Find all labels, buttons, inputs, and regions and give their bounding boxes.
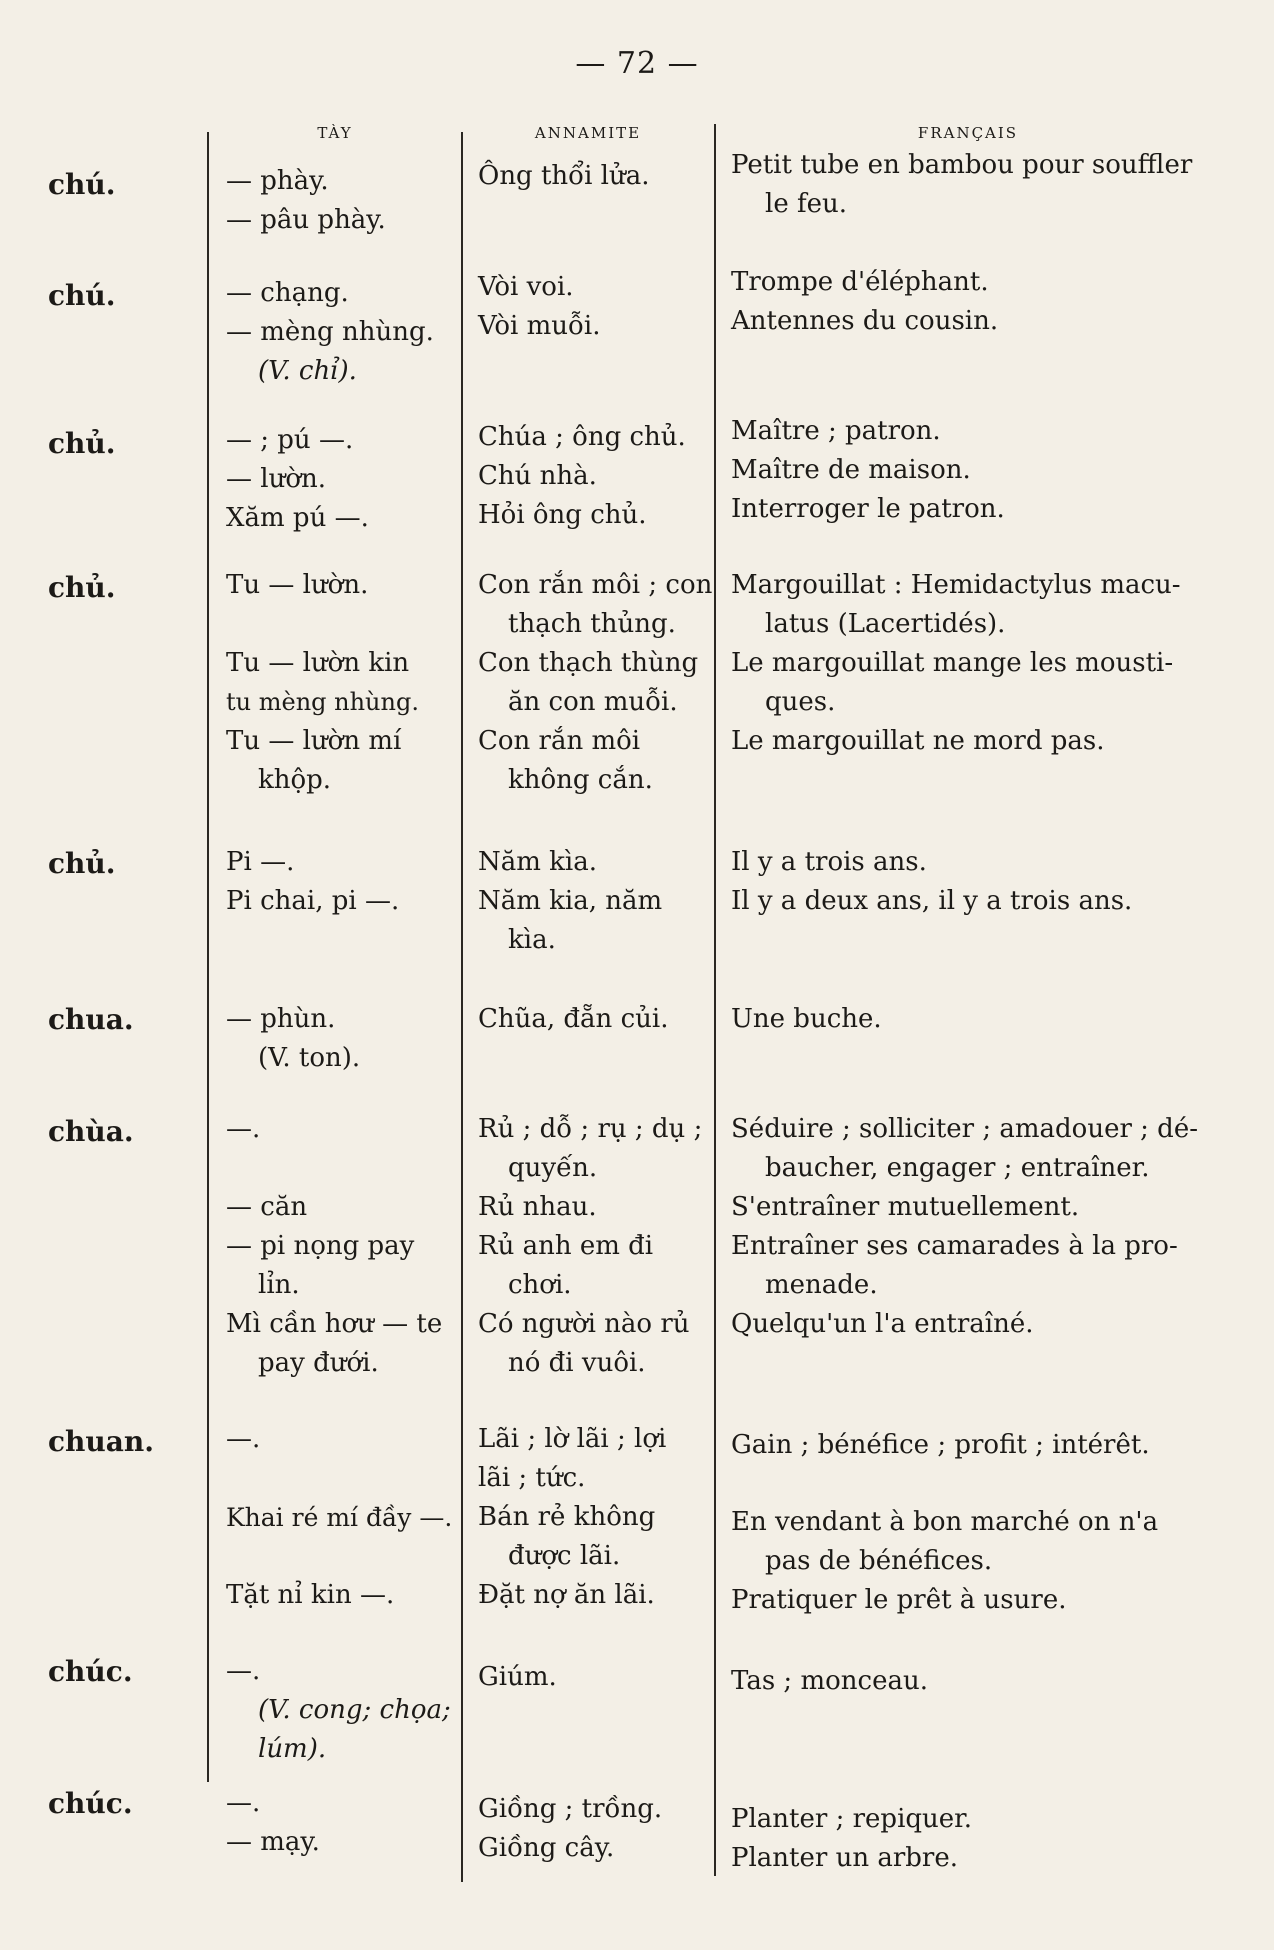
entry-text-line: Vòi voi. (478, 272, 574, 302)
entry-text-line: Đặt nợ ăn lãi. (478, 1580, 655, 1610)
entry-text-line: Tu — lườn. (226, 570, 369, 600)
entry-tay (226, 1000, 360, 1078)
entry-annamite (478, 843, 662, 960)
entry-text-line: menade. (765, 1270, 878, 1300)
entry-text-line: le feu. (765, 189, 847, 219)
entry-text-line: Con rắn môi ; con (478, 570, 713, 600)
entry-headword: chủ. (48, 571, 116, 604)
entry-text-line: Petit tube en bambou pour souffler (731, 150, 1193, 180)
entry-text-line: Trompe d'éléphant. (731, 267, 989, 297)
entry-text-line: Tặt nỉ kin —. (226, 1580, 395, 1610)
entry-text-line: Pi —. (226, 847, 295, 877)
entry-text-line: (V. chỉ). (258, 356, 357, 386)
entry-francais (731, 1800, 972, 1878)
entry-text-line: khộp. (258, 765, 332, 795)
entry-francais (731, 1000, 882, 1039)
entry-text-line: — pâu phày. (226, 205, 386, 235)
entry-text-line: Rủ anh em đi (478, 1231, 654, 1261)
entry-text-line: Séduire ; solliciter ; amadouer ; dé- (731, 1114, 1198, 1144)
entry-tay (226, 1784, 320, 1862)
entry-text-line: Une buche. (731, 1004, 882, 1034)
entry-tay (226, 421, 369, 538)
entry-text-line: Lãi ; lờ lãi ; lợi (478, 1424, 667, 1454)
entry-text-line: Tu — lườn kin (226, 648, 410, 678)
entry-tay (226, 1110, 442, 1383)
entry-text-line: — pi nọng pay (226, 1231, 415, 1261)
entry-francais (731, 566, 1181, 761)
entry-text-line: Ông thổi lửa. (478, 161, 650, 191)
column-header-tay: TÀY (317, 124, 353, 142)
entry-text-line: Hỏi ông chủ. (478, 500, 647, 530)
column-header-francais: FRANÇAIS (917, 124, 1019, 142)
entry-headword: chủ. (48, 427, 116, 460)
entry-text-line: Entraîner ses camarades à la pro- (731, 1231, 1178, 1261)
entry-text-line: Bán rẻ không (478, 1502, 656, 1532)
entry-headword: chủ. (48, 847, 116, 880)
entry-text-line: kìa. (508, 925, 556, 955)
entry-annamite (478, 566, 712, 800)
entry-text-line: —. (226, 1788, 261, 1818)
entry-text-line: Il y a trois ans. (731, 847, 927, 877)
entry-text-line: Giồng ; trồng. (478, 1794, 663, 1824)
entry-text-line: — mạy. (226, 1827, 320, 1857)
entry-text-line: baucher, engager ; entraîner. (765, 1153, 1150, 1183)
entry-headword: chúc. (48, 1787, 133, 1820)
entry-headword: chú. (48, 279, 116, 312)
column-header-annamite: ANNAMITE (534, 124, 642, 142)
entry-francais (731, 1110, 1198, 1344)
entry-text-line: Năm kìa. (478, 847, 598, 877)
entry-text-line: tu mèng nhùng. (226, 688, 419, 716)
entry-text-line: —. (226, 1656, 261, 1686)
entry-francais (731, 146, 1192, 224)
entry-text-line (226, 605, 419, 644)
entry-tay (226, 274, 434, 391)
entry-text-line (226, 1149, 442, 1188)
entry-text-line: pas de bénéfices. (765, 1546, 993, 1576)
entry-text-line: En vendant à bon marché on n'a (731, 1507, 1159, 1537)
entry-headword: chú. (48, 168, 116, 201)
entry-text-line: ques. (765, 687, 836, 717)
entry-text-line: Rủ nhau. (478, 1192, 597, 1222)
entry-text-line: Maître de maison. (731, 455, 971, 485)
entry-text-line: ăn con muỗi. (508, 687, 678, 717)
entry-text-line: (V. cong; chọa; (258, 1695, 451, 1725)
entry-text-line: —. (226, 1424, 261, 1454)
entry-text-line: nó đi vuôi. (508, 1348, 646, 1378)
entry-text-line: Năm kia, năm (478, 886, 663, 916)
entry-tay (226, 1420, 452, 1615)
entry-text-line: Chúa ; ông chủ. (478, 422, 686, 452)
entry-text-line: S'entraîner mutuellement. (731, 1192, 1080, 1222)
entry-text-line: Giồng cây. (478, 1833, 615, 1863)
entry-francais (731, 1662, 928, 1701)
entry-annamite (478, 1110, 702, 1383)
entry-text-line: Có người nào rủ (478, 1309, 690, 1339)
entry-text-line: Vòi muỗi. (478, 311, 601, 341)
entry-text-line: Pi chai, pi —. (226, 886, 400, 916)
entry-tay (226, 843, 399, 921)
entry-tay (226, 162, 386, 240)
entry-text-line: lãi ; tức. (478, 1463, 586, 1493)
entry-francais (731, 412, 1005, 529)
entry-text-line: Planter ; repiquer. (731, 1804, 972, 1834)
entry-text-line: Tas ; monceau. (731, 1666, 928, 1696)
entry-text-line: Gain ; bénéfice ; profit ; intérêt. (731, 1430, 1150, 1460)
entry-text-line: thạch thủng. (508, 609, 676, 639)
entry-text-line (226, 1459, 452, 1498)
entry-text-line: Il y a deux ans, il y a trois ans. (731, 886, 1133, 916)
entry-text-line: Margouillat : Hemidactylus macu- (731, 570, 1181, 600)
entry-text-line: lỉn. (258, 1270, 300, 1300)
entry-text-line: Antennes du cousin. (731, 306, 999, 336)
entry-text-line: Interroger le patron. (731, 494, 1005, 524)
entry-text-line: Quelqu'un l'a entraîné. (731, 1309, 1034, 1339)
entry-text-line: chơi. (508, 1270, 572, 1300)
entry-text-line: Tu — lườn mí (226, 726, 402, 756)
entry-text-line: Le margouillat mange les mousti- (731, 648, 1174, 678)
entry-annamite (478, 157, 649, 196)
entry-text-line: Giúm. (478, 1662, 557, 1692)
page-number: — 72 — (575, 46, 699, 81)
entry-francais (731, 1426, 1158, 1620)
entry-text-line: Mì cần hơư — te (226, 1309, 443, 1339)
entry-text-line: Con rắn môi (478, 726, 641, 756)
entry-text-line: Khai ré mí đầy —. (226, 1503, 453, 1532)
entry-text-line: lúm). (258, 1734, 327, 1764)
entry-annamite (478, 418, 686, 535)
entry-text-line: Le margouillat ne mord pas. (731, 726, 1105, 756)
entry-headword: chúc. (48, 1655, 133, 1688)
entry-annamite (478, 1790, 662, 1868)
entry-annamite (478, 1420, 666, 1615)
entry-text-line: latus (Lacertidés). (765, 609, 1006, 639)
entry-text-line: — mèng nhùng. (226, 317, 434, 347)
entry-tay (226, 1652, 451, 1769)
entry-text-line: quyến. (508, 1153, 598, 1183)
entry-text-line: (V. ton). (258, 1043, 361, 1073)
entry-text-line: Maître ; patron. (731, 416, 941, 446)
entry-text-line: — phùn. (226, 1004, 336, 1034)
column-divider-right (714, 124, 716, 1876)
entry-text-line: Rủ ; dỗ ; rụ ; dụ ; (478, 1114, 703, 1144)
entry-annamite (478, 1658, 557, 1697)
entry-text-line: Planter un arbre. (731, 1843, 958, 1873)
entry-text-line: Xăm pú —. (226, 503, 369, 533)
entry-text-line: Con thạch thùng (478, 648, 699, 678)
entry-annamite (478, 1000, 668, 1039)
entry-headword: chua. (48, 1003, 134, 1036)
entry-tay (226, 566, 419, 800)
column-divider-middle (461, 132, 463, 1882)
entry-text-line: Chú nhà. (478, 461, 597, 491)
entry-headword: chùa. (48, 1115, 134, 1148)
entry-text-line: — phày. (226, 166, 329, 196)
entry-text-line (226, 1537, 452, 1576)
entry-francais (731, 843, 1132, 921)
entry-text-line: không cắn. (508, 765, 653, 795)
entry-text-line: — lườn. (226, 464, 326, 494)
entry-text-line: — căn (226, 1192, 308, 1222)
entry-text-line: — chạng. (226, 278, 349, 308)
entry-text-line: —. (226, 1114, 261, 1144)
entry-francais (731, 263, 998, 341)
entry-text-line: Chũa, đẵn củi. (478, 1004, 669, 1034)
entry-text-line: pay đưới. (258, 1348, 379, 1378)
entry-annamite (478, 268, 601, 346)
entry-text-line: — ; pú —. (226, 425, 354, 455)
entry-text-line: được lãi. (508, 1541, 621, 1571)
entry-text-line: Pratiquer le prêt à usure. (731, 1585, 1067, 1615)
column-divider-left (207, 132, 209, 1782)
entry-headword: chuan. (48, 1425, 155, 1458)
